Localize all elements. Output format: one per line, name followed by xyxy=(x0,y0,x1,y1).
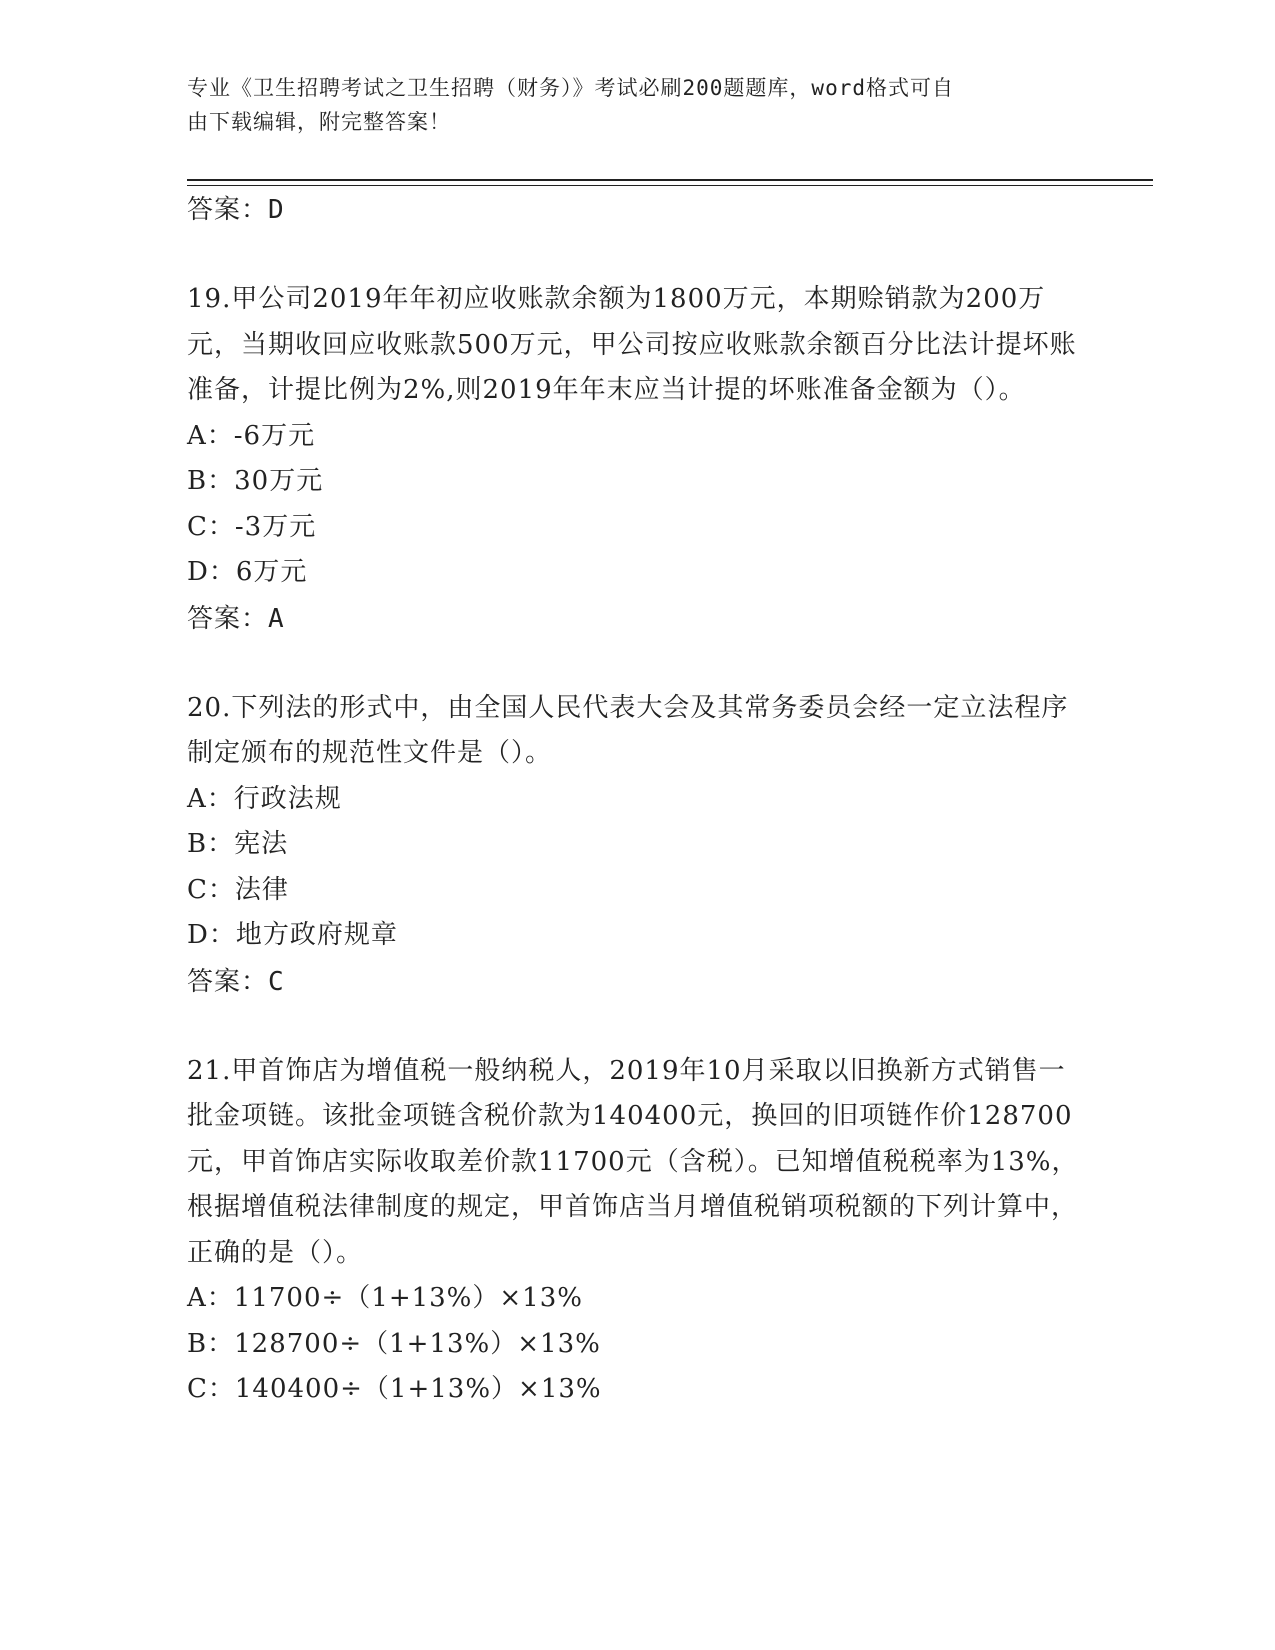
question-text: 20.下列法的形式中，由全国人民代表大会及其常务委员会经一定立法程序制定颁布的规范性文件是（）。 xyxy=(187,692,1069,768)
question-list xyxy=(187,187,1087,1413)
option-c: C：法律 xyxy=(187,874,289,905)
question-block-20 xyxy=(187,686,1087,1005)
option-b: B：128700÷（1+13%）×13% xyxy=(187,1328,601,1359)
question-block-21 xyxy=(187,1049,1087,1413)
option-a: A：行政法规 xyxy=(187,783,342,814)
question-text: 21.甲首饰店为增值税一般纳税人，2019年10月采取以旧换新方式销售一批金项链。该批金项链含税价款为140400元，换回的旧项链作价128700元，甲首饰店实际收取差价款11700元（含税）。已知增值税税率为13%，根据增值税法律制度的规定，甲首饰店当月增值税销项税额的下列计算中，正确的是（）。 xyxy=(187,1055,1079,1268)
option-b: B：宪法 xyxy=(187,829,289,859)
option-d: D：地方政府规章 xyxy=(187,920,398,950)
header-divider xyxy=(187,179,1153,181)
header-line-2: 由下载编辑，附完整答案！ xyxy=(187,110,451,134)
option-c: C：-3万元 xyxy=(187,511,317,542)
option-c: C：140400÷（1+13%）×13% xyxy=(187,1374,602,1404)
spacer xyxy=(187,1005,1087,1049)
header-divider-thin xyxy=(187,185,1153,186)
option-d: D：6万元 xyxy=(187,557,308,587)
header-line-1: 专业《卫生招聘考试之卫生招聘（财务）》考试必刷200题题库，word格式可自 xyxy=(187,76,954,100)
question-text: 19.甲公司2019年年初应收账款余额为1800万元，本期赊销款为200万元，当期收回应收账款500万元，甲公司按应收账款余额百分比法计提坏账准备，计提比例为2%,则2019年年末应当计提的坏账准备金额为（）。 xyxy=(187,284,1077,405)
spacer xyxy=(187,233,1087,277)
document-header xyxy=(187,71,1067,139)
answer-line: 答案：C xyxy=(187,966,285,997)
option-a: A：-6万元 xyxy=(187,420,316,451)
answer-line: 答案：A xyxy=(187,603,285,634)
option-b: B：30万元 xyxy=(187,466,324,496)
spacer xyxy=(187,642,1087,686)
question-block-19 xyxy=(187,277,1087,642)
option-a: A：11700÷（1+13%）×13% xyxy=(187,1283,583,1313)
answer-line: 答案：D xyxy=(187,195,285,225)
